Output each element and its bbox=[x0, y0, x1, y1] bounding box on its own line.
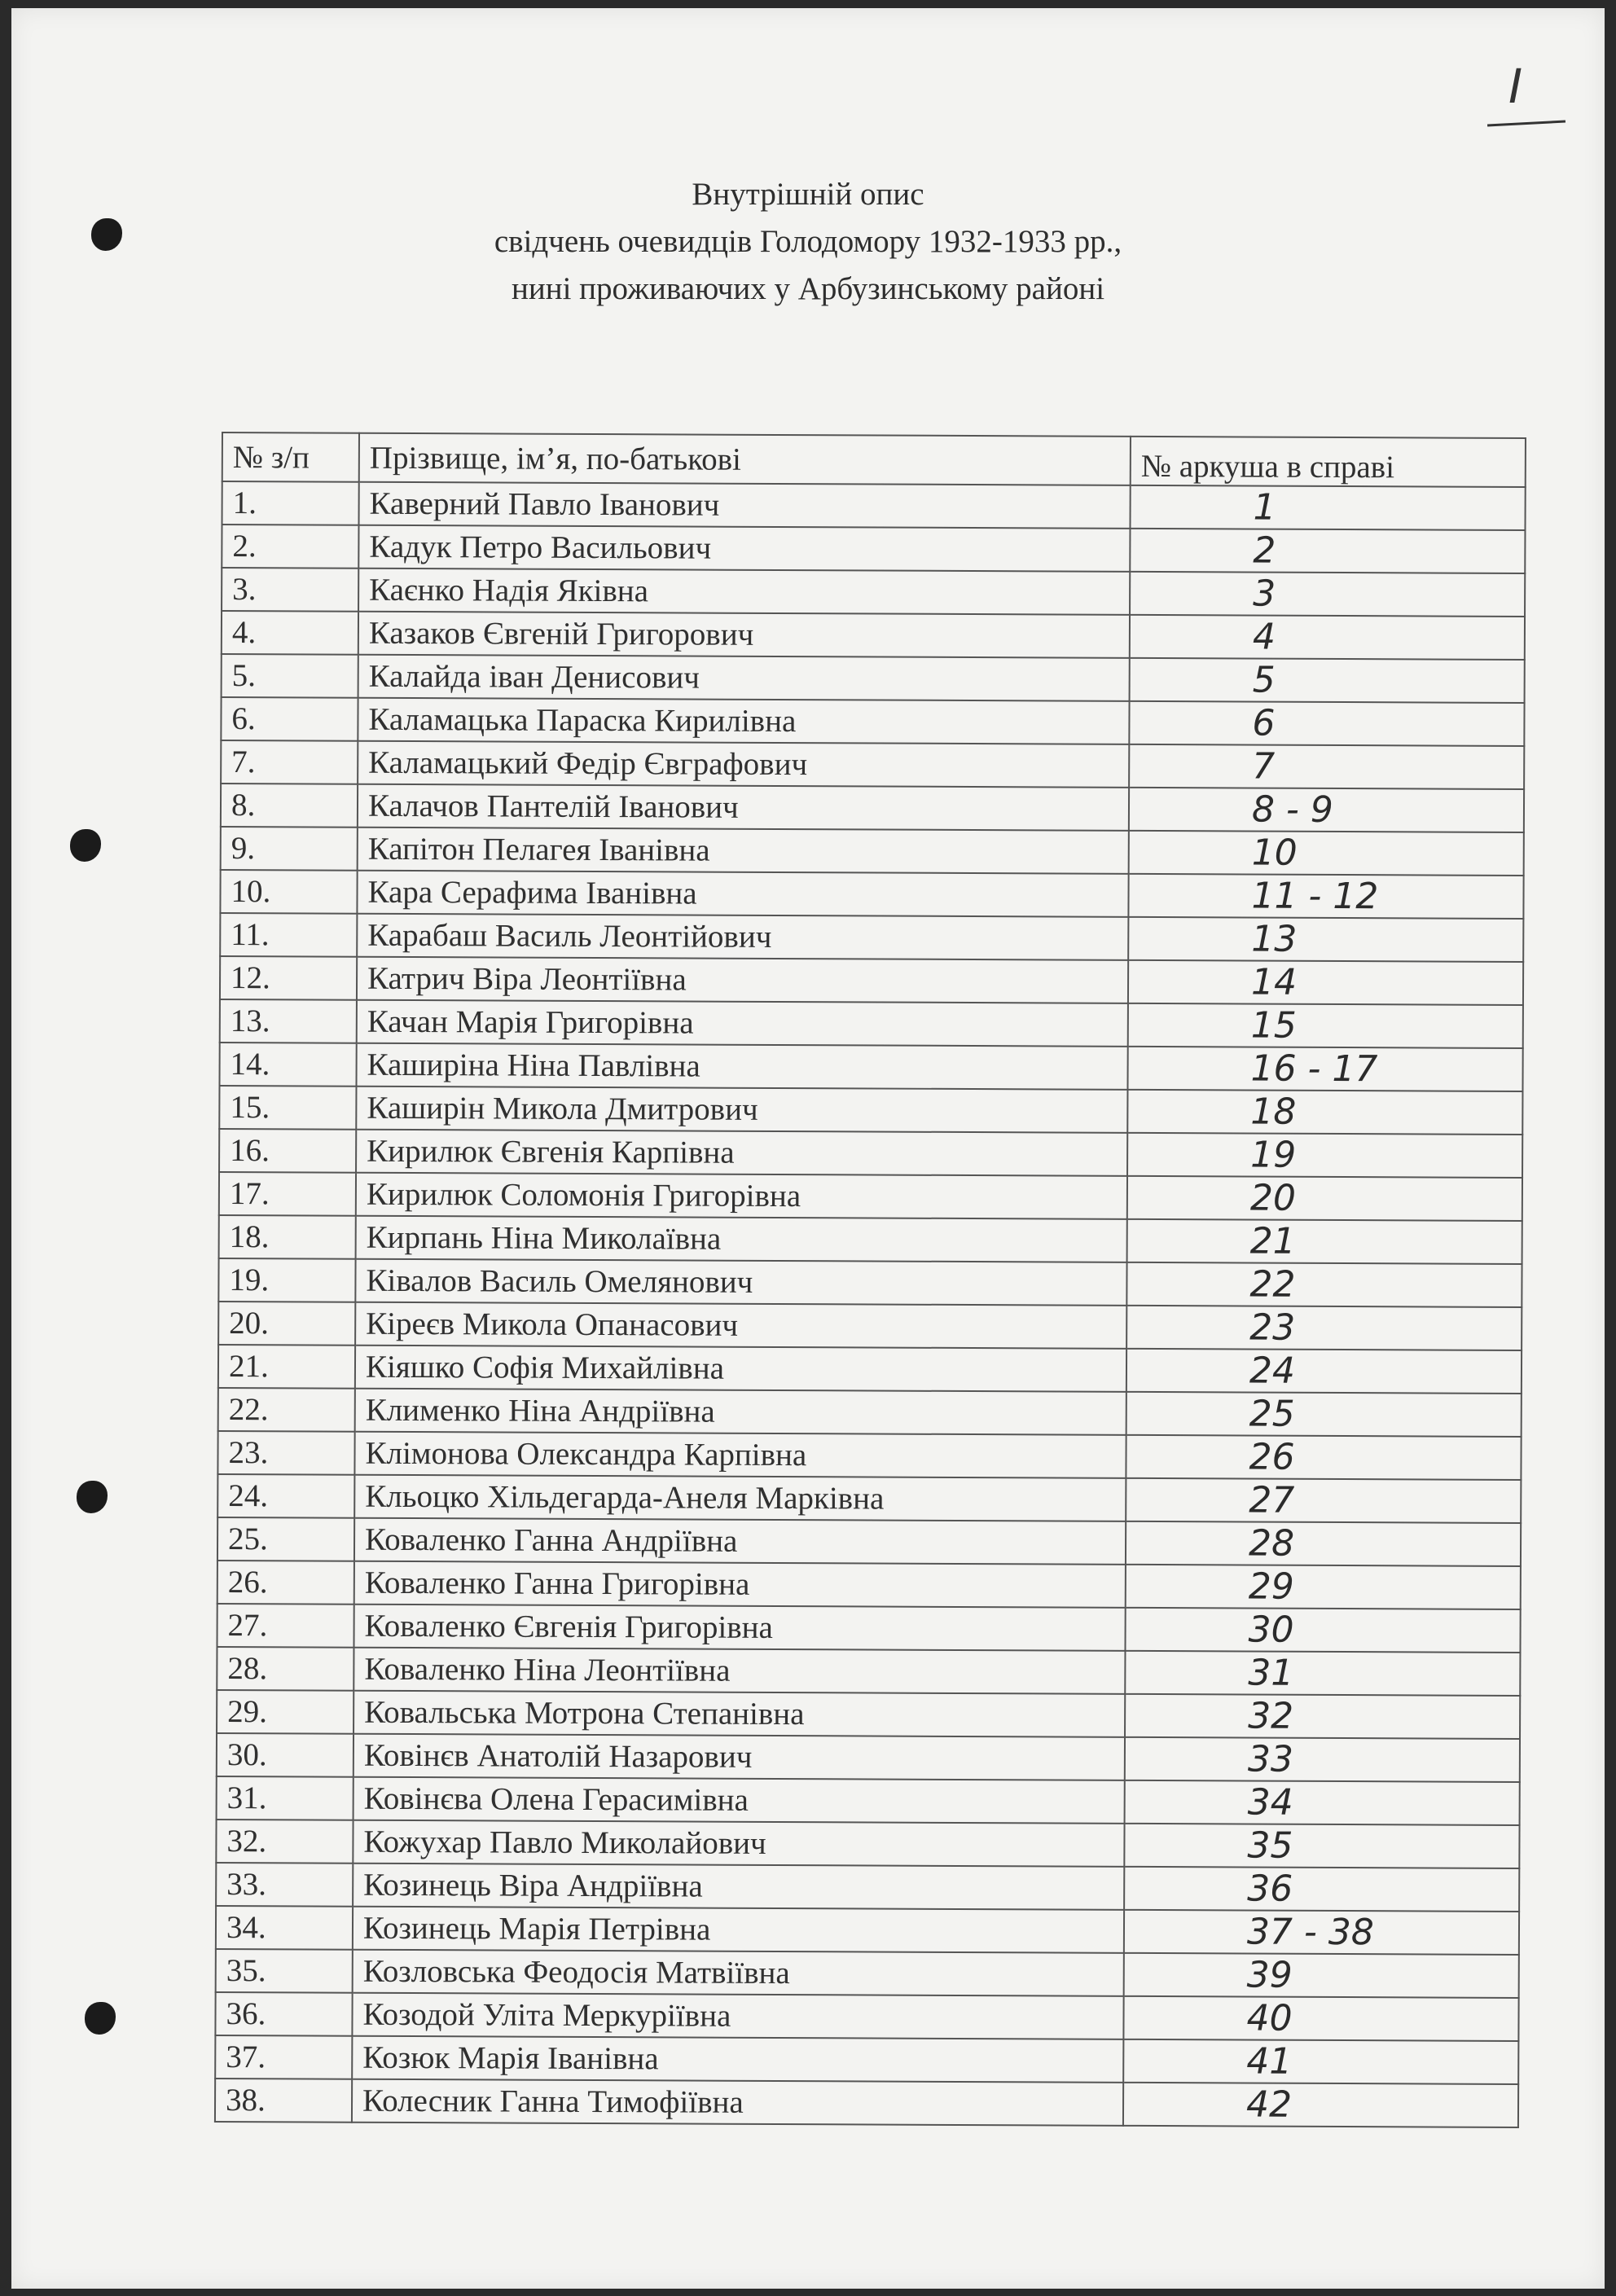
document-page bbox=[11, 8, 1605, 2289]
row-number: 3. bbox=[222, 568, 358, 612]
row-name: Кадук Петро Васильович bbox=[358, 525, 1130, 572]
row-name: Карабаш Василь Леонтійович bbox=[357, 914, 1128, 960]
row-number: 17. bbox=[219, 1172, 356, 1216]
row-name: Клімонова Олександра Карпівна bbox=[354, 1432, 1126, 1478]
document-title bbox=[11, 171, 1605, 313]
table-row bbox=[219, 1043, 1522, 1091]
table-row bbox=[216, 1820, 1519, 1868]
row-name: Ковальська Мотрона Степанівна bbox=[354, 1691, 1125, 1737]
table-row bbox=[217, 1431, 1521, 1480]
row-sheet-number: 15 bbox=[1128, 1003, 1523, 1048]
row-sheet-number: 31 bbox=[1125, 1651, 1520, 1696]
row-sheet-number: 30 bbox=[1125, 1608, 1520, 1653]
row-number: 15. bbox=[219, 1086, 356, 1130]
table-row bbox=[219, 1215, 1522, 1264]
row-name: Кирилюк Соломонія Григорівна bbox=[356, 1173, 1127, 1219]
header-sheet: № аркуша в справі bbox=[1131, 437, 1526, 487]
row-sheet-number: 34 bbox=[1125, 1780, 1520, 1825]
table-header-row bbox=[222, 432, 1526, 487]
table-row bbox=[218, 1258, 1522, 1307]
table-row bbox=[222, 654, 1525, 703]
row-sheet-number: 2 bbox=[1130, 529, 1525, 573]
row-sheet-number: 35 bbox=[1124, 1824, 1519, 1868]
table-row bbox=[217, 1474, 1521, 1523]
row-name: Коваленко Євгенія Григорівна bbox=[354, 1605, 1125, 1651]
row-name: Козинець Марія Петрівна bbox=[353, 1907, 1124, 1953]
row-sheet-number: 5 bbox=[1130, 658, 1525, 703]
punch-hole bbox=[85, 2002, 116, 2035]
title-line-3: нині проживаючих у Арбузинському районі bbox=[511, 271, 1105, 306]
row-sheet-number: 22 bbox=[1126, 1262, 1522, 1307]
row-name: Кирпань Ніна Миколаївна bbox=[356, 1216, 1127, 1262]
row-number: 1. bbox=[222, 481, 359, 525]
table-row bbox=[217, 1604, 1520, 1653]
row-sheet-number: 3 bbox=[1130, 572, 1525, 617]
row-number: 35. bbox=[216, 1949, 353, 1993]
row-sheet-number: 27 bbox=[1126, 1478, 1521, 1523]
table-row bbox=[217, 1517, 1521, 1566]
row-sheet-number: 4 bbox=[1130, 615, 1525, 660]
row-name: Колесник Ганна Тимофіївна bbox=[352, 2079, 1123, 2126]
row-number: 34. bbox=[216, 1906, 353, 1950]
row-name: Коваленко Ганна Григорівна bbox=[354, 1561, 1126, 1608]
row-name: Кіяшко Софія Михайлівна bbox=[355, 1346, 1126, 1392]
table-row bbox=[216, 1949, 1519, 1998]
table-row bbox=[217, 1561, 1521, 1609]
row-number: 29. bbox=[217, 1690, 354, 1734]
row-number: 36. bbox=[215, 1992, 352, 2036]
row-number: 7. bbox=[221, 740, 358, 784]
inventory-table bbox=[214, 432, 1526, 2128]
header-number: № з/п bbox=[222, 432, 359, 482]
punch-hole bbox=[70, 829, 101, 862]
row-number: 4. bbox=[222, 611, 358, 655]
row-sheet-number: 39 bbox=[1124, 1953, 1519, 1998]
row-number: 28. bbox=[217, 1647, 354, 1691]
table-row bbox=[218, 1388, 1522, 1437]
row-name: Калачов Пантелій Іванович bbox=[358, 784, 1129, 831]
row-sheet-number: 1 bbox=[1130, 485, 1525, 530]
row-sheet-number: 32 bbox=[1125, 1694, 1520, 1739]
row-name: Козюк Марія Іванівна bbox=[352, 2036, 1123, 2083]
table-row bbox=[222, 481, 1526, 530]
row-number: 5. bbox=[222, 654, 358, 698]
row-number: 8. bbox=[221, 784, 358, 828]
table-row bbox=[216, 1906, 1519, 1955]
row-sheet-number: 16 - 17 bbox=[1127, 1047, 1522, 1091]
table-row bbox=[217, 1690, 1520, 1739]
row-number: 18. bbox=[219, 1215, 356, 1259]
row-name: Катрич Віра Леонтіївна bbox=[357, 957, 1128, 1003]
row-name: Казаков Євгеній Григорович bbox=[358, 612, 1130, 658]
table-row bbox=[221, 827, 1524, 876]
row-sheet-number: 33 bbox=[1125, 1737, 1520, 1782]
row-number: 2. bbox=[222, 525, 358, 569]
table-row bbox=[221, 784, 1524, 832]
table-row bbox=[216, 1863, 1519, 1912]
table-row bbox=[215, 2079, 1518, 2127]
row-number: 37. bbox=[215, 2035, 352, 2079]
row-number: 11. bbox=[220, 913, 357, 957]
row-number: 16. bbox=[219, 1129, 356, 1173]
row-sheet-number: 7 bbox=[1129, 744, 1524, 789]
row-number: 6. bbox=[221, 697, 358, 741]
row-sheet-number: 23 bbox=[1126, 1306, 1522, 1350]
row-sheet-number: 37 - 38 bbox=[1124, 1910, 1519, 1955]
row-name: Каламацька Параска Кирилівна bbox=[358, 698, 1129, 744]
row-sheet-number: 20 bbox=[1127, 1176, 1522, 1221]
row-name: Ківалов Василь Омелянович bbox=[355, 1259, 1126, 1306]
row-name: Козодой Уліта Меркуріївна bbox=[352, 1993, 1123, 2039]
row-name: Кара Серафима Іванівна bbox=[357, 871, 1128, 917]
table-row bbox=[220, 956, 1523, 1005]
row-number: 13. bbox=[220, 999, 357, 1043]
row-number: 30. bbox=[217, 1733, 354, 1777]
table-row bbox=[219, 1172, 1522, 1221]
folio-mark: I bbox=[1508, 59, 1523, 114]
row-name: Козинець Віра Андріївна bbox=[353, 1864, 1124, 1910]
row-number: 10. bbox=[220, 870, 357, 914]
row-sheet-number: 36 bbox=[1124, 1867, 1519, 1912]
folio-underline bbox=[1487, 120, 1566, 126]
row-number: 38. bbox=[215, 2079, 352, 2123]
table-row bbox=[220, 999, 1523, 1048]
row-name: Кожухар Павло Миколайович bbox=[353, 1820, 1124, 1867]
row-name: Ковінєв Анатолій Назарович bbox=[354, 1734, 1125, 1780]
row-number: 31. bbox=[217, 1776, 354, 1820]
table-row bbox=[219, 1086, 1522, 1135]
row-number: 19. bbox=[218, 1258, 355, 1302]
row-name: Кльоцко Хільдегарда-Анеля Марківна bbox=[354, 1475, 1126, 1521]
table-body bbox=[215, 481, 1526, 2127]
table-row bbox=[217, 1776, 1520, 1825]
row-sheet-number: 24 bbox=[1126, 1349, 1522, 1394]
table-row bbox=[217, 1647, 1520, 1696]
row-name: Кіреєв Микола Опанасович bbox=[355, 1302, 1126, 1349]
header-name: Прізвище, ім’я, по-батькові bbox=[359, 433, 1131, 485]
row-name: Каширін Микола Дмитрович bbox=[356, 1087, 1127, 1133]
row-name: Качан Марія Григорівна bbox=[357, 1000, 1128, 1047]
row-number: 32. bbox=[216, 1820, 353, 1864]
row-name: Кирилюк Євгенія Карпівна bbox=[356, 1130, 1127, 1176]
row-sheet-number: 41 bbox=[1123, 2039, 1518, 2084]
row-sheet-number: 40 bbox=[1123, 1996, 1518, 2041]
row-sheet-number: 26 bbox=[1126, 1435, 1521, 1480]
row-sheet-number: 25 bbox=[1126, 1392, 1522, 1437]
row-name: Козловська Феодосія Матвіївна bbox=[353, 1950, 1124, 1996]
table-row bbox=[219, 1129, 1522, 1178]
table-row bbox=[221, 740, 1524, 789]
table-row bbox=[221, 697, 1524, 746]
table-row bbox=[222, 568, 1525, 617]
row-sheet-number: 14 bbox=[1128, 960, 1523, 1005]
row-sheet-number: 11 - 12 bbox=[1128, 874, 1523, 919]
row-name: Каширіна Ніна Павлівна bbox=[356, 1043, 1127, 1090]
table-row bbox=[218, 1345, 1522, 1394]
punch-hole bbox=[77, 1481, 108, 1513]
row-name: Клименко Ніна Андріївна bbox=[355, 1389, 1126, 1435]
table-row bbox=[220, 913, 1523, 962]
row-sheet-number: 8 - 9 bbox=[1129, 788, 1524, 832]
row-sheet-number: 29 bbox=[1126, 1565, 1521, 1609]
row-number: 26. bbox=[217, 1561, 354, 1605]
row-name: Каєнко Надія Яківна bbox=[358, 569, 1130, 615]
row-number: 24. bbox=[217, 1474, 354, 1518]
table-row bbox=[218, 1302, 1522, 1350]
row-sheet-number: 28 bbox=[1126, 1521, 1521, 1566]
title-line-2: свідчень очевидців Голодомору 1932-1933 рр., bbox=[494, 224, 1122, 259]
row-sheet-number: 18 bbox=[1127, 1090, 1522, 1135]
row-number: 14. bbox=[219, 1043, 356, 1087]
row-number: 12. bbox=[220, 956, 357, 1000]
row-name: Калайда іван Денисович bbox=[358, 655, 1130, 701]
table-row bbox=[222, 525, 1525, 573]
table-row bbox=[215, 2035, 1518, 2084]
row-number: 33. bbox=[216, 1863, 353, 1907]
row-sheet-number: 21 bbox=[1127, 1219, 1522, 1264]
row-name: Каламацький Федір Євграфович bbox=[358, 741, 1129, 788]
row-number: 25. bbox=[217, 1517, 354, 1561]
row-name: Коваленко Ніна Леонтіївна bbox=[354, 1648, 1125, 1694]
row-name: Ковінєва Олена Герасимівна bbox=[354, 1777, 1125, 1824]
row-number: 27. bbox=[217, 1604, 354, 1648]
title-line-1: Внутрішній опис bbox=[692, 177, 924, 212]
row-number: 23. bbox=[217, 1431, 354, 1475]
row-sheet-number: 6 bbox=[1129, 701, 1524, 746]
table-row bbox=[215, 1992, 1518, 2041]
row-number: 21. bbox=[218, 1345, 355, 1389]
row-sheet-number: 42 bbox=[1123, 2083, 1518, 2127]
row-number: 9. bbox=[221, 827, 358, 871]
row-name: Коваленко Ганна Андріївна bbox=[354, 1518, 1126, 1565]
table-row bbox=[222, 611, 1525, 660]
row-number: 22. bbox=[218, 1388, 355, 1432]
row-name: Капітон Пелагея Іванівна bbox=[358, 828, 1129, 874]
row-sheet-number: 19 bbox=[1127, 1133, 1522, 1178]
table-row bbox=[217, 1733, 1520, 1782]
row-number: 20. bbox=[218, 1302, 355, 1346]
row-sheet-number: 10 bbox=[1129, 831, 1524, 876]
table-row bbox=[220, 870, 1523, 919]
row-name: Каверний Павло Іванович bbox=[359, 482, 1131, 529]
row-sheet-number: 13 bbox=[1128, 917, 1523, 962]
